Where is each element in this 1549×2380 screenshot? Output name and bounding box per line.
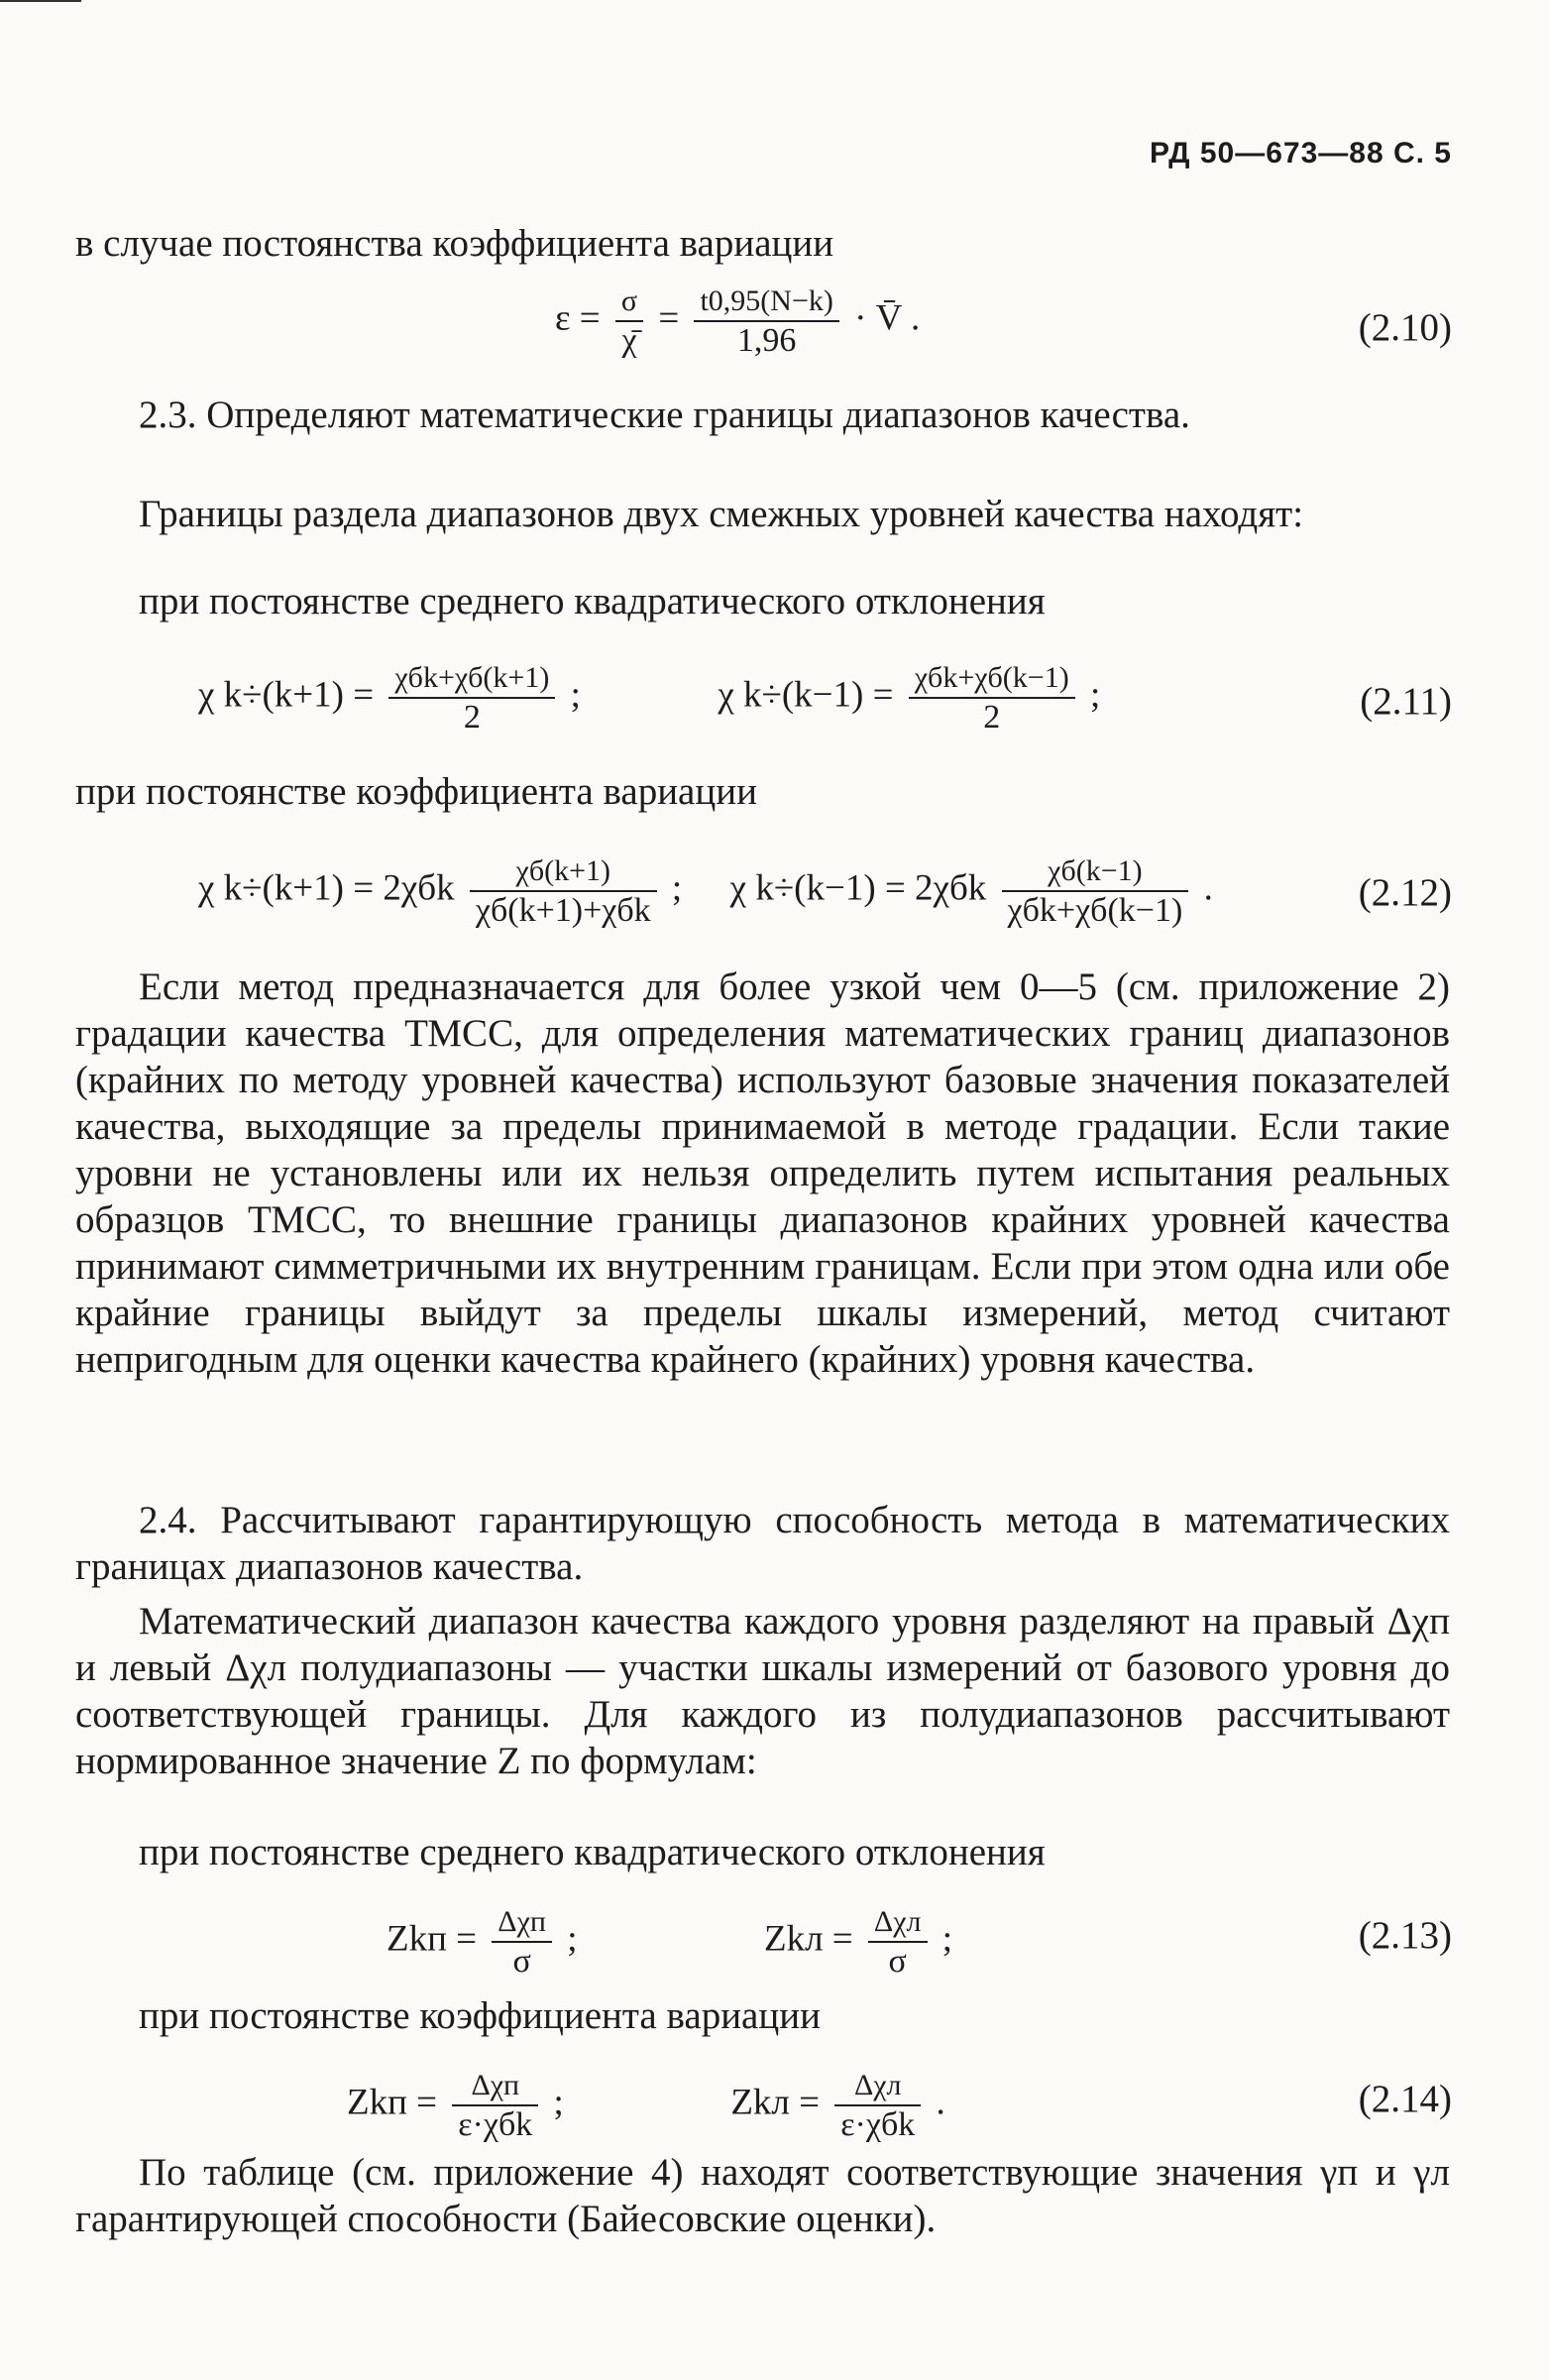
eq-2-11-a-lhs: χ k÷(k+1) = xyxy=(198,674,375,716)
text-line-const-var-2: при постоянстве коэффициента вариации xyxy=(139,1994,821,2037)
text-line-const-var-1: при постоянстве коэффициента вариации xyxy=(75,770,757,813)
eq-2-14-a-numerator: Δχп xyxy=(452,2067,538,2106)
eq-2-13-b-fraction xyxy=(868,1903,928,1981)
eq-2-10-lhs: ε = xyxy=(555,297,601,339)
equation-number-2-13: (2.13) xyxy=(1358,1914,1452,1957)
eq-2-10-frac2-denominator: 1,96 xyxy=(736,322,797,359)
eq-2-11-b-denominator: 2 xyxy=(983,699,1001,736)
eq-2-11-b-lhs: χ k÷(k−1) = xyxy=(718,674,894,716)
scan-edge-line xyxy=(0,0,81,2)
equation-number-2-12: (2.12) xyxy=(1358,871,1452,914)
text-line-const-sigma-1: при постоянстве среднего квадратического отклонения xyxy=(139,580,1046,623)
eq-2-13-b-denominator: σ xyxy=(888,1943,907,1980)
paragraph-method: Если метод предназначается для более узкой чем 0—5 (см. приложение 2) градации качества ТМСС, для определения математических границ диапазонов (крайних по методу уровней качества) используют базовые значения показателей качества, выходящие за пределы принимаемой в методе градации. Если такие уровни не установлены или их нельзя определить путем испытания реальных образцов ТМСС, то внешние границы диапазонов крайних уровней качества принимают симметричными их внутренним границам. Если при этом одна или обе крайние границы выйдут за пределы шкалы измерений, метод считают непригодным для оценки качества крайнего (крайних) уровня качества. xyxy=(75,965,1450,1381)
eq-2-14-b-lhs: Zkл = xyxy=(730,2082,820,2123)
paragraph-table: По таблице (см. приложение 4) находят соответствующие значения γп и γл гарантирующей способности (Байесовские оценки). xyxy=(75,2151,1450,2240)
eq-2-13-a-numerator: Δχп xyxy=(492,1903,552,1943)
equation-2-13 xyxy=(387,1903,952,1981)
eq-2-11-a-fraction xyxy=(388,659,555,737)
eq-2-12-a-numerator: χб(k+1) xyxy=(470,852,657,892)
paragraph-2-4: 2.4. Рассчитывают гарантирующую способность метода в математических границах диапазонов качества. xyxy=(75,1499,1450,1588)
eq-2-12-a-fraction xyxy=(470,852,657,930)
eq-2-14-a-denominator: ε·χбk xyxy=(458,2106,533,2143)
equation-2-14 xyxy=(347,2067,945,2144)
eq-2-14-b-denominator: ε·χбk xyxy=(840,2106,916,2143)
eq-2-11-a-numerator: χбk+χб(k+1) xyxy=(388,659,555,699)
eq-2-12-separator: ; xyxy=(671,867,683,909)
eq-2-14-a-fraction xyxy=(452,2067,538,2144)
eq-2-10-equals: = xyxy=(658,297,680,339)
eq-2-13-end: ; xyxy=(941,1918,953,1960)
eq-2-12-a-denominator: χб(k+1)+χбk xyxy=(475,892,651,929)
eq-2-12-b-lhs: χ k÷(k−1) = 2χбk xyxy=(729,867,987,909)
eq-2-14-b-fraction xyxy=(834,2067,921,2144)
eq-2-10-fraction-2 xyxy=(694,283,838,360)
eq-2-14-separator: ; xyxy=(553,2082,564,2123)
eq-2-12-end: . xyxy=(1203,867,1213,909)
equation-2-10 xyxy=(555,283,920,360)
eq-2-13-a-fraction xyxy=(492,1903,552,1981)
eq-2-12-a-lhs: χ k÷(k+1) = 2χбk xyxy=(198,867,455,909)
equation-number-2-10: (2.10) xyxy=(1358,306,1452,349)
eq-2-12-b-denominator: χбk+χб(k−1) xyxy=(1007,892,1183,929)
eq-2-13-a-denominator: σ xyxy=(512,1943,531,1980)
eq-2-11-separator: ; xyxy=(570,674,581,716)
text-line-const-sigma-2: при постоянстве среднего квадратического отклонения xyxy=(139,1831,1046,1873)
eq-2-13-a-lhs: Zkп = xyxy=(387,1918,478,1960)
paragraph-2-3: 2.3. Определяют математические границы диапазонов качества. xyxy=(139,394,1190,436)
eq-2-10-frac1-numerator: σ xyxy=(615,283,643,322)
eq-2-11-end: ; xyxy=(1089,674,1101,716)
paragraph-math-range: Математический диапазон качества каждого уровня разделяют на правый Δχп и левый Δχл полудиапазоны — участки шкалы измерений от базового уровня до соответствующей границы. Для каждого из полудиапазонов рассчитывают нормированное значение Z по формулам: xyxy=(75,1600,1450,1782)
eq-2-13-separator: ; xyxy=(567,1918,578,1960)
eq-2-10-frac2-numerator: t0,95(N−k) xyxy=(694,283,838,322)
equation-2-11 xyxy=(198,659,1100,737)
eq-2-10-tail: · V̄ . xyxy=(854,297,921,339)
eq-2-14-a-lhs: Zkп = xyxy=(347,2082,438,2123)
equation-number-2-11: (2.11) xyxy=(1360,680,1452,723)
text-line-variation-case: в случае постоянства коэффициента вариации xyxy=(75,222,834,265)
eq-2-11-b-fraction xyxy=(909,659,1075,737)
eq-2-10-fraction-1 xyxy=(615,283,643,360)
equation-2-12 xyxy=(198,852,1213,930)
eq-2-10-frac1-denominator: χ̄ xyxy=(621,322,637,359)
eq-2-14-end: . xyxy=(936,2082,945,2123)
eq-2-12-b-numerator: χб(k−1) xyxy=(1002,852,1189,892)
eq-2-12-b-fraction xyxy=(1002,852,1189,930)
equation-number-2-14: (2.14) xyxy=(1358,2078,1452,2120)
paragraph-boundaries: Границы раздела диапазонов двух смежных уровней качества находят: xyxy=(139,493,1304,535)
page-header: РД 50—673—88 С. 5 xyxy=(1150,137,1452,170)
eq-2-13-b-numerator: Δχл xyxy=(868,1903,928,1943)
eq-2-14-b-numerator: Δχл xyxy=(834,2067,921,2106)
eq-2-11-b-numerator: χбk+χб(k−1) xyxy=(909,659,1075,699)
eq-2-11-a-denominator: 2 xyxy=(463,699,481,736)
eq-2-13-b-lhs: Zkл = xyxy=(763,1918,853,1960)
